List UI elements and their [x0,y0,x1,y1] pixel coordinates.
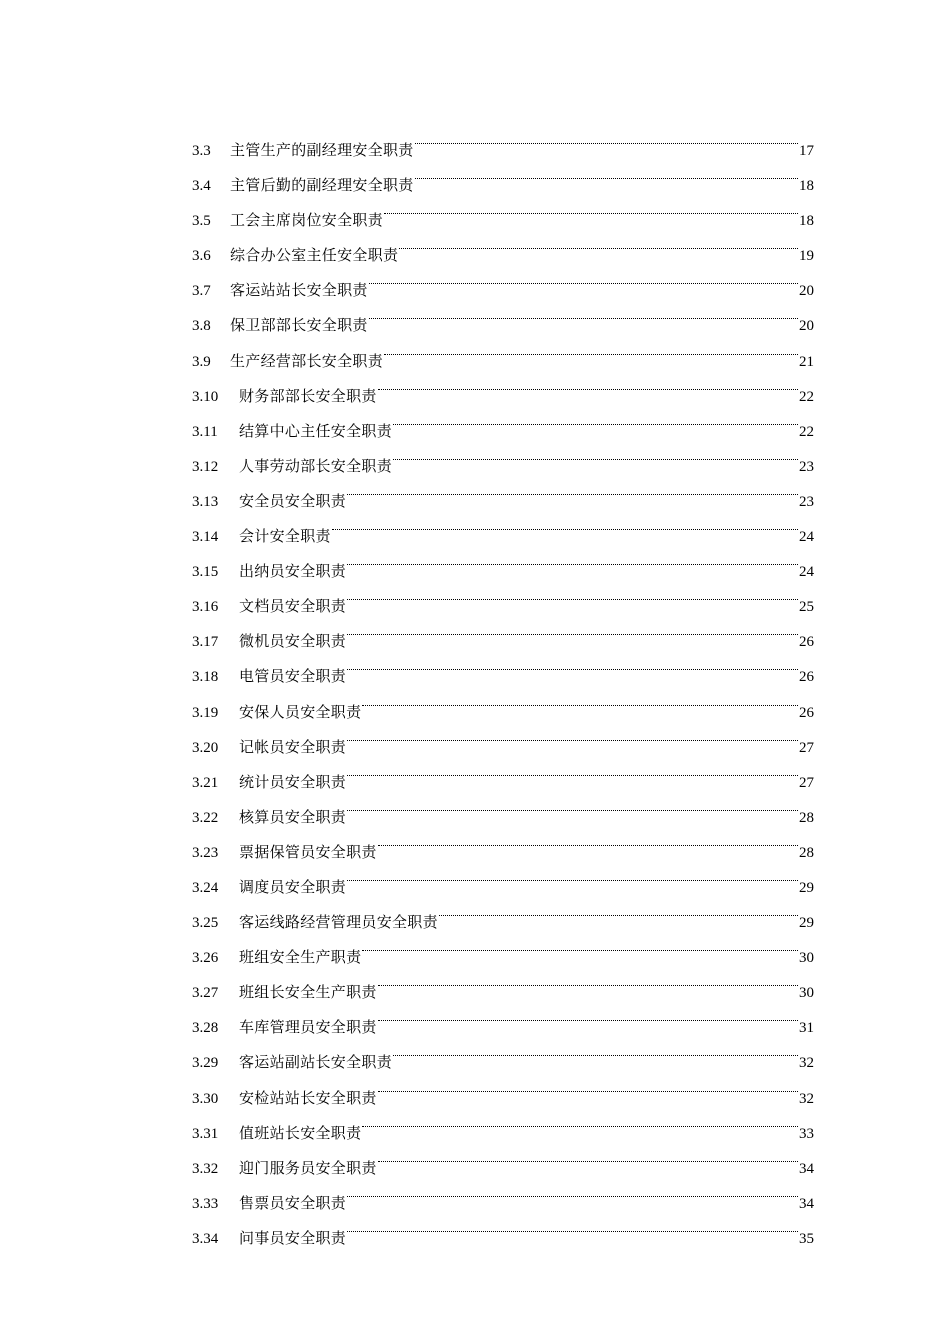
toc-dot-leader [361,1103,799,1138]
toc-dot-leader [377,962,799,997]
toc-entry-page-number: 20 [799,283,814,300]
toc-entry-title: 记帐员安全职责 [239,737,347,756]
toc-entry-number: 3.10 [192,388,219,405]
toc-entry-title: 生产经营部长安全职责 [230,351,384,370]
toc-entry-number: 3.25 [192,915,219,932]
toc-entry-number: 3.12 [192,458,219,475]
toc-entry-title: 票据保管员安全职责 [239,842,377,861]
toc-entry-number: 3.3 [192,143,211,159]
toc-entry-title: 客运站站长安全职责 [230,281,368,300]
toc-entry-page-number: 28 [799,809,814,826]
toc-dot-leader [346,717,799,752]
toc-entry-number: 3.6 [192,248,211,265]
toc-entry-page-number: 23 [799,458,814,475]
toc-dot-leader [346,752,799,787]
toc-dot-leader [383,331,799,366]
toc-entry-title: 人事劳动部长安全职责 [239,456,393,475]
toc-entry-number: 3.19 [192,704,219,721]
toc-entry-title: 财务部部长安全职责 [239,386,377,405]
toc-dot-leader [392,401,799,436]
toc-entry-number: 3.17 [192,634,219,651]
toc-entry-title: 安保人员安全职责 [239,702,362,721]
toc-entry-number: 3.4 [192,178,211,195]
toc-entry-page-number: 34 [799,1160,814,1177]
toc-entry-number: 3.28 [192,1020,219,1037]
toc-dot-leader [438,892,799,927]
toc-entry-page-number: 33 [799,1125,814,1142]
toc-entry-page-number: 35 [799,1230,814,1247]
toc-entry-number: 3.5 [192,213,211,230]
toc-entry-title: 客运站副站长安全职责 [239,1053,393,1072]
toc-entry-title: 问事员安全职责 [239,1228,347,1247]
toc-entry-title: 电管员安全职责 [239,667,347,686]
toc-entry-page-number: 27 [799,739,814,756]
toc-dot-leader [346,541,799,576]
toc-entry-page-number: 26 [799,669,814,686]
toc-entry-number: 3.31 [192,1125,219,1142]
toc-dot-leader [346,611,799,646]
toc-entry-number: 3.33 [192,1195,219,1212]
toc-entry-page-number: 22 [799,423,814,440]
toc-dot-leader [346,857,799,892]
toc-entry-number: 3.20 [192,739,219,756]
toc-entry-page-number: 32 [799,1090,814,1107]
toc-entry-number: 3.27 [192,985,219,1002]
toc-dot-leader [414,155,799,190]
toc-entry-title: 会计安全职责 [239,527,331,546]
toc-dot-leader [392,1032,799,1067]
toc-dot-leader [377,366,799,401]
toc-entry-title: 值班站长安全职责 [239,1123,362,1142]
toc-dot-leader [377,997,799,1032]
toc-entry-title: 客运线路经营管理员安全职责 [239,913,438,932]
toc-dot-leader [346,787,799,822]
toc-entry-page-number: 32 [799,1055,814,1072]
toc-entry-page-number: 28 [799,844,814,861]
toc-entry-number: 3.7 [192,283,211,300]
toc-entry-number: 3.32 [192,1160,219,1177]
toc-dot-leader [377,822,799,857]
toc-entry-number: 3.16 [192,599,219,616]
toc-dot-leader [346,1173,799,1208]
toc-dot-leader [398,225,799,260]
toc-entry-page-number: 25 [799,599,814,616]
toc-dot-leader [377,1068,799,1103]
toc-entry-page-number: 18 [799,213,814,230]
toc-entry-number: 3.23 [192,844,219,861]
toc-entry-page-number: 29 [799,879,814,896]
toc-entry-title: 结算中心主任安全职责 [239,421,393,440]
toc-entry-number: 3.24 [192,879,219,896]
toc-dot-leader [368,260,799,295]
toc-entry-title: 综合办公室主任安全职责 [230,246,399,265]
toc-dot-leader [346,646,799,681]
toc-entry-page-number: 30 [799,985,814,1002]
toc-entry-title: 文档员安全职责 [239,597,347,616]
toc-entry[interactable] [192,120,814,159]
toc-entry-number: 3.8 [192,318,211,335]
toc-entry-page-number: 26 [799,634,814,651]
toc-dot-leader [414,120,799,155]
toc-entry-page-number: 31 [799,1020,814,1037]
toc-entry-title: 班组安全生产职责 [239,948,362,967]
toc-dot-leader [346,1208,799,1243]
toc-entry-page-number: 29 [799,915,814,932]
toc-entry-number: 3.21 [192,774,219,791]
toc-entry-title: 班组长安全生产职责 [239,983,377,1002]
toc-dot-leader [392,436,799,471]
toc-entry-page-number: 30 [799,950,814,967]
toc-entry-page-number: 17 [799,143,814,159]
toc-entry-number: 3.13 [192,493,219,510]
toc-dot-leader [383,190,799,225]
toc-entry-page-number: 27 [799,774,814,791]
toc-entry-number: 3.15 [192,564,219,581]
toc-entry-title: 统计员安全职责 [239,772,347,791]
toc-entry-title: 出纳员安全职责 [239,562,347,581]
toc-entry-page-number: 22 [799,388,814,405]
toc-entry-title: 微机员安全职责 [239,632,347,651]
toc-entry-number: 3.18 [192,669,219,686]
toc-entry-number: 3.14 [192,529,219,546]
toc-entry-page-number: 19 [799,248,814,265]
toc-dot-leader [377,1138,799,1173]
toc-entry-number: 3.26 [192,950,219,967]
toc-dot-leader [361,682,799,717]
toc-entry-page-number: 18 [799,178,814,195]
table-of-contents [192,120,814,1247]
toc-entry-title: 调度员安全职责 [239,877,347,896]
toc-entry-title: 迎门服务员安全职责 [239,1158,377,1177]
toc-dot-leader [368,295,799,330]
toc-entry-title: 安检站站长安全职责 [239,1088,377,1107]
toc-entry-number: 3.9 [192,353,211,370]
toc-entry-title: 保卫部部长安全职责 [230,316,368,335]
toc-entry-number: 3.11 [192,423,218,440]
toc-dot-leader [361,927,799,962]
toc-entry-title: 核算员安全职责 [239,807,347,826]
toc-entry-page-number: 24 [799,529,814,546]
toc-entry-title: 主管后勤的副经理安全职责 [230,176,414,195]
toc-entry-number: 3.29 [192,1055,219,1072]
toc-entry-title: 售票员安全职责 [239,1193,347,1212]
toc-dot-leader [331,506,799,541]
toc-entry-page-number: 23 [799,493,814,510]
toc-entry-page-number: 21 [799,353,814,370]
toc-entry-title: 车库管理员安全职责 [239,1018,377,1037]
toc-entry-page-number: 26 [799,704,814,721]
toc-entry-page-number: 20 [799,318,814,335]
toc-entry-page-number: 24 [799,564,814,581]
toc-dot-leader [346,471,799,506]
toc-entry-title: 主管生产的副经理安全职责 [230,141,414,159]
toc-dot-leader [346,576,799,611]
toc-entry-number: 3.34 [192,1230,219,1247]
toc-entry-page-number: 34 [799,1195,814,1212]
toc-entry-title: 安全员安全职责 [239,491,347,510]
toc-entry-title: 工会主席岗位安全职责 [230,211,384,230]
toc-entry-number: 3.22 [192,809,219,826]
toc-entry-number: 3.30 [192,1090,219,1107]
